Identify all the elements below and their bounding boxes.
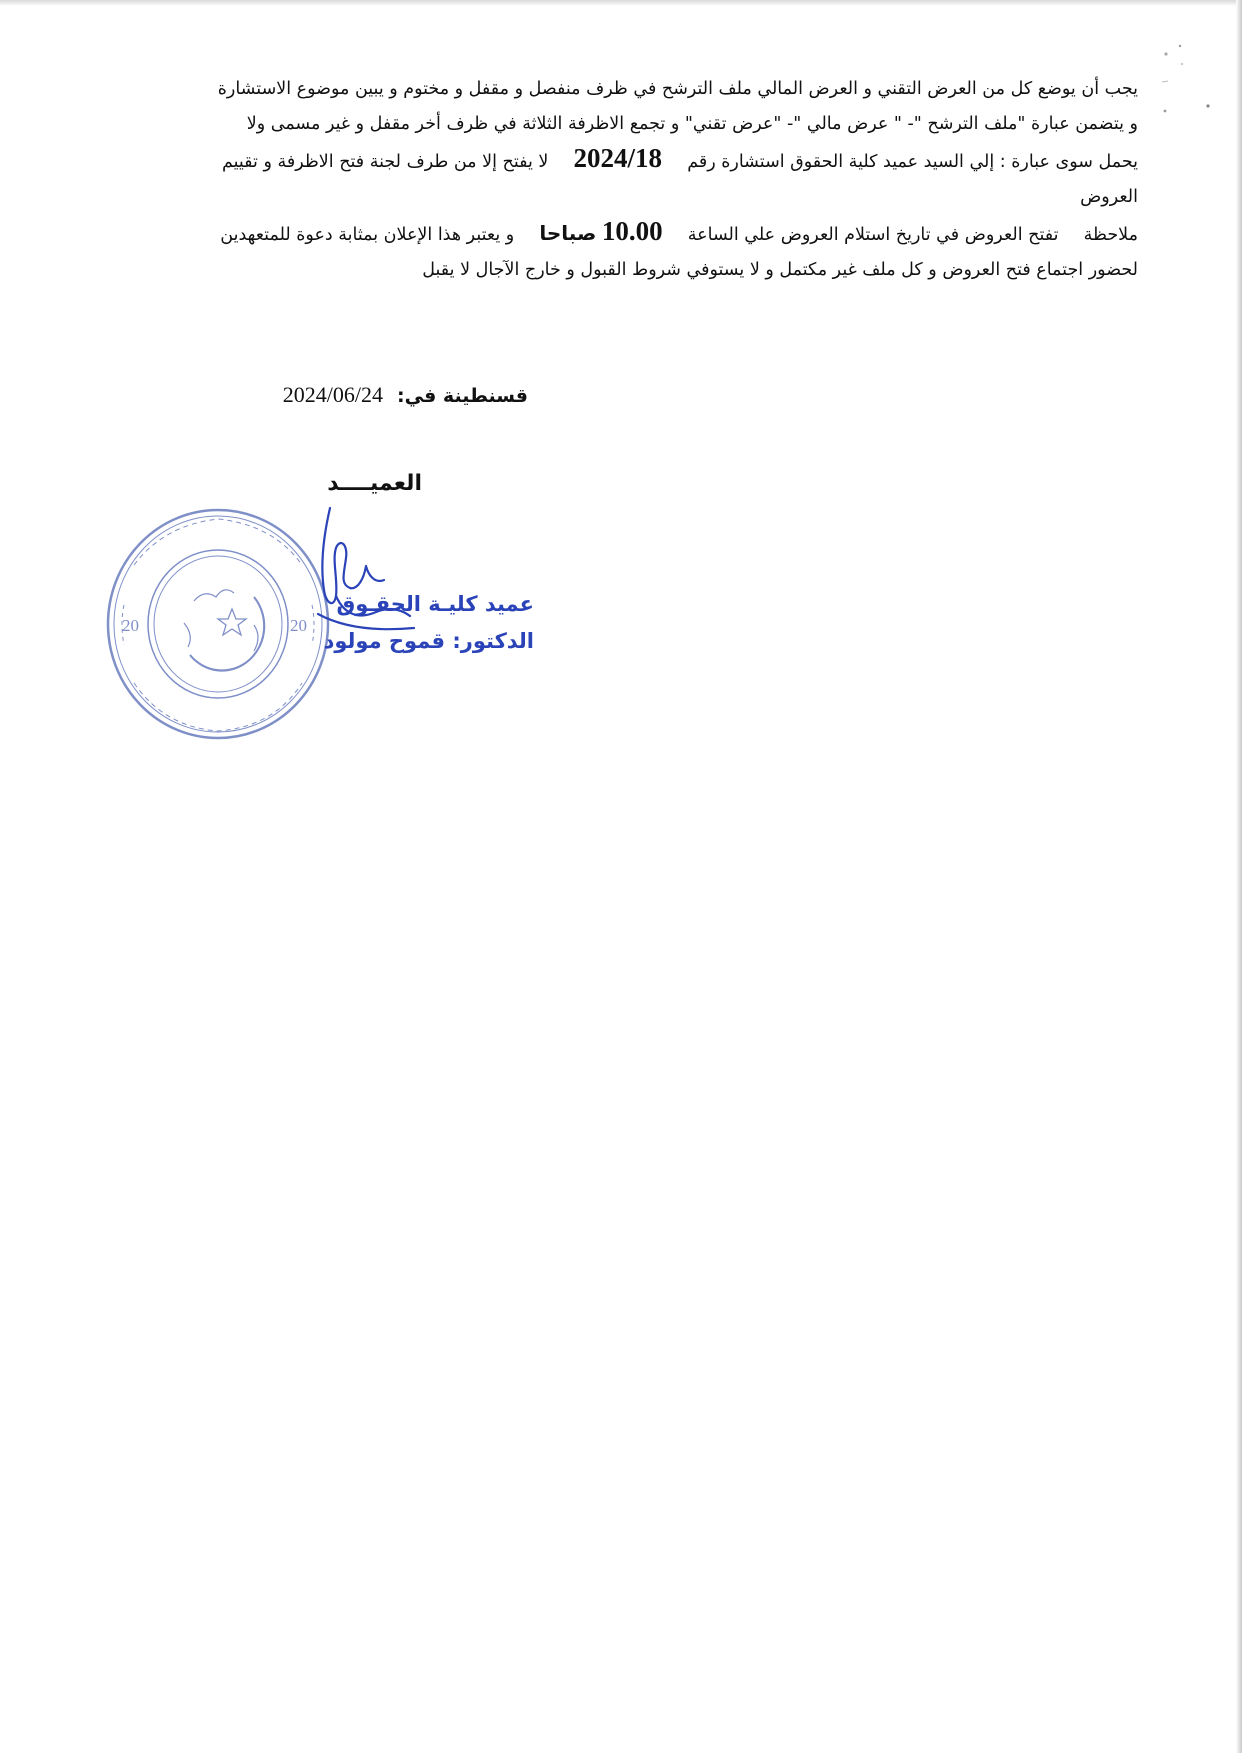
line-3-end: لا يفتح إلا من طرف لجنة فتح الاظرفة و تقييم — [221, 152, 549, 172]
line-3-start: يحمل سوى عبارة : إلي السيد عميد كلية الحقوق استشارة رقم — [687, 152, 1138, 172]
date-label: قسنطينة في: — [397, 385, 528, 407]
date-line — [283, 382, 528, 408]
note-label: ملاحظة — [1083, 225, 1138, 245]
scan-edge-right — [1236, 0, 1242, 1753]
paragraph-line-2: و يتضمن عبارة "ملف الترشح "- " عرض مالي "- "عرض تقني" و تجمع الاظرفة الثلاثة في ظرف أخر مقفل و غير مسمى ولا — [246, 113, 1138, 134]
consultation-number: 2024/18 — [573, 143, 663, 173]
date-value: 2024/06/24 — [282, 382, 383, 407]
paragraph-line-3 — [98, 141, 1138, 180]
note-text-start: تفتح العروض في تاريخ استلام العروض علي الساعة — [687, 225, 1059, 245]
paragraph-line-4: العروض — [1080, 186, 1138, 207]
scan-specks — [1160, 40, 1220, 130]
signature-title: عميد كليـة الحقـوق — [336, 592, 534, 616]
note-line-1 — [98, 214, 1138, 253]
announcement-body — [98, 72, 1138, 287]
opening-time: 10.00 — [601, 216, 663, 246]
paragraph-line-1: يجب أن يوضع كل من العرض التقني و العرض المالي ملف الترشح في ظرف منفصل و مقفل و مختوم و يبين موضوع الاستشارة — [217, 79, 1138, 99]
stamp-year-right: 20 — [290, 616, 307, 635]
stamp-year-left: 20 — [122, 616, 139, 635]
signature-name: الدكتور: قموح مولود — [323, 629, 534, 653]
time-suffix: صباحا — [539, 221, 597, 245]
signature-block — [324, 586, 534, 660]
note-line-2: لحضور اجتماع فتح العروض و كل ملف غير مكتمل و لا يستوفي شروط القبول و خارج الآجال لا يقبل — [422, 259, 1138, 280]
official-stamp — [104, 505, 332, 743]
note-text-end: و يعتبر هذا الإعلان بمثابة دعوة للمتعهدين — [220, 225, 515, 245]
dean-heading: العميــــد — [327, 471, 422, 496]
scan-edge-top — [0, 0, 1242, 6]
